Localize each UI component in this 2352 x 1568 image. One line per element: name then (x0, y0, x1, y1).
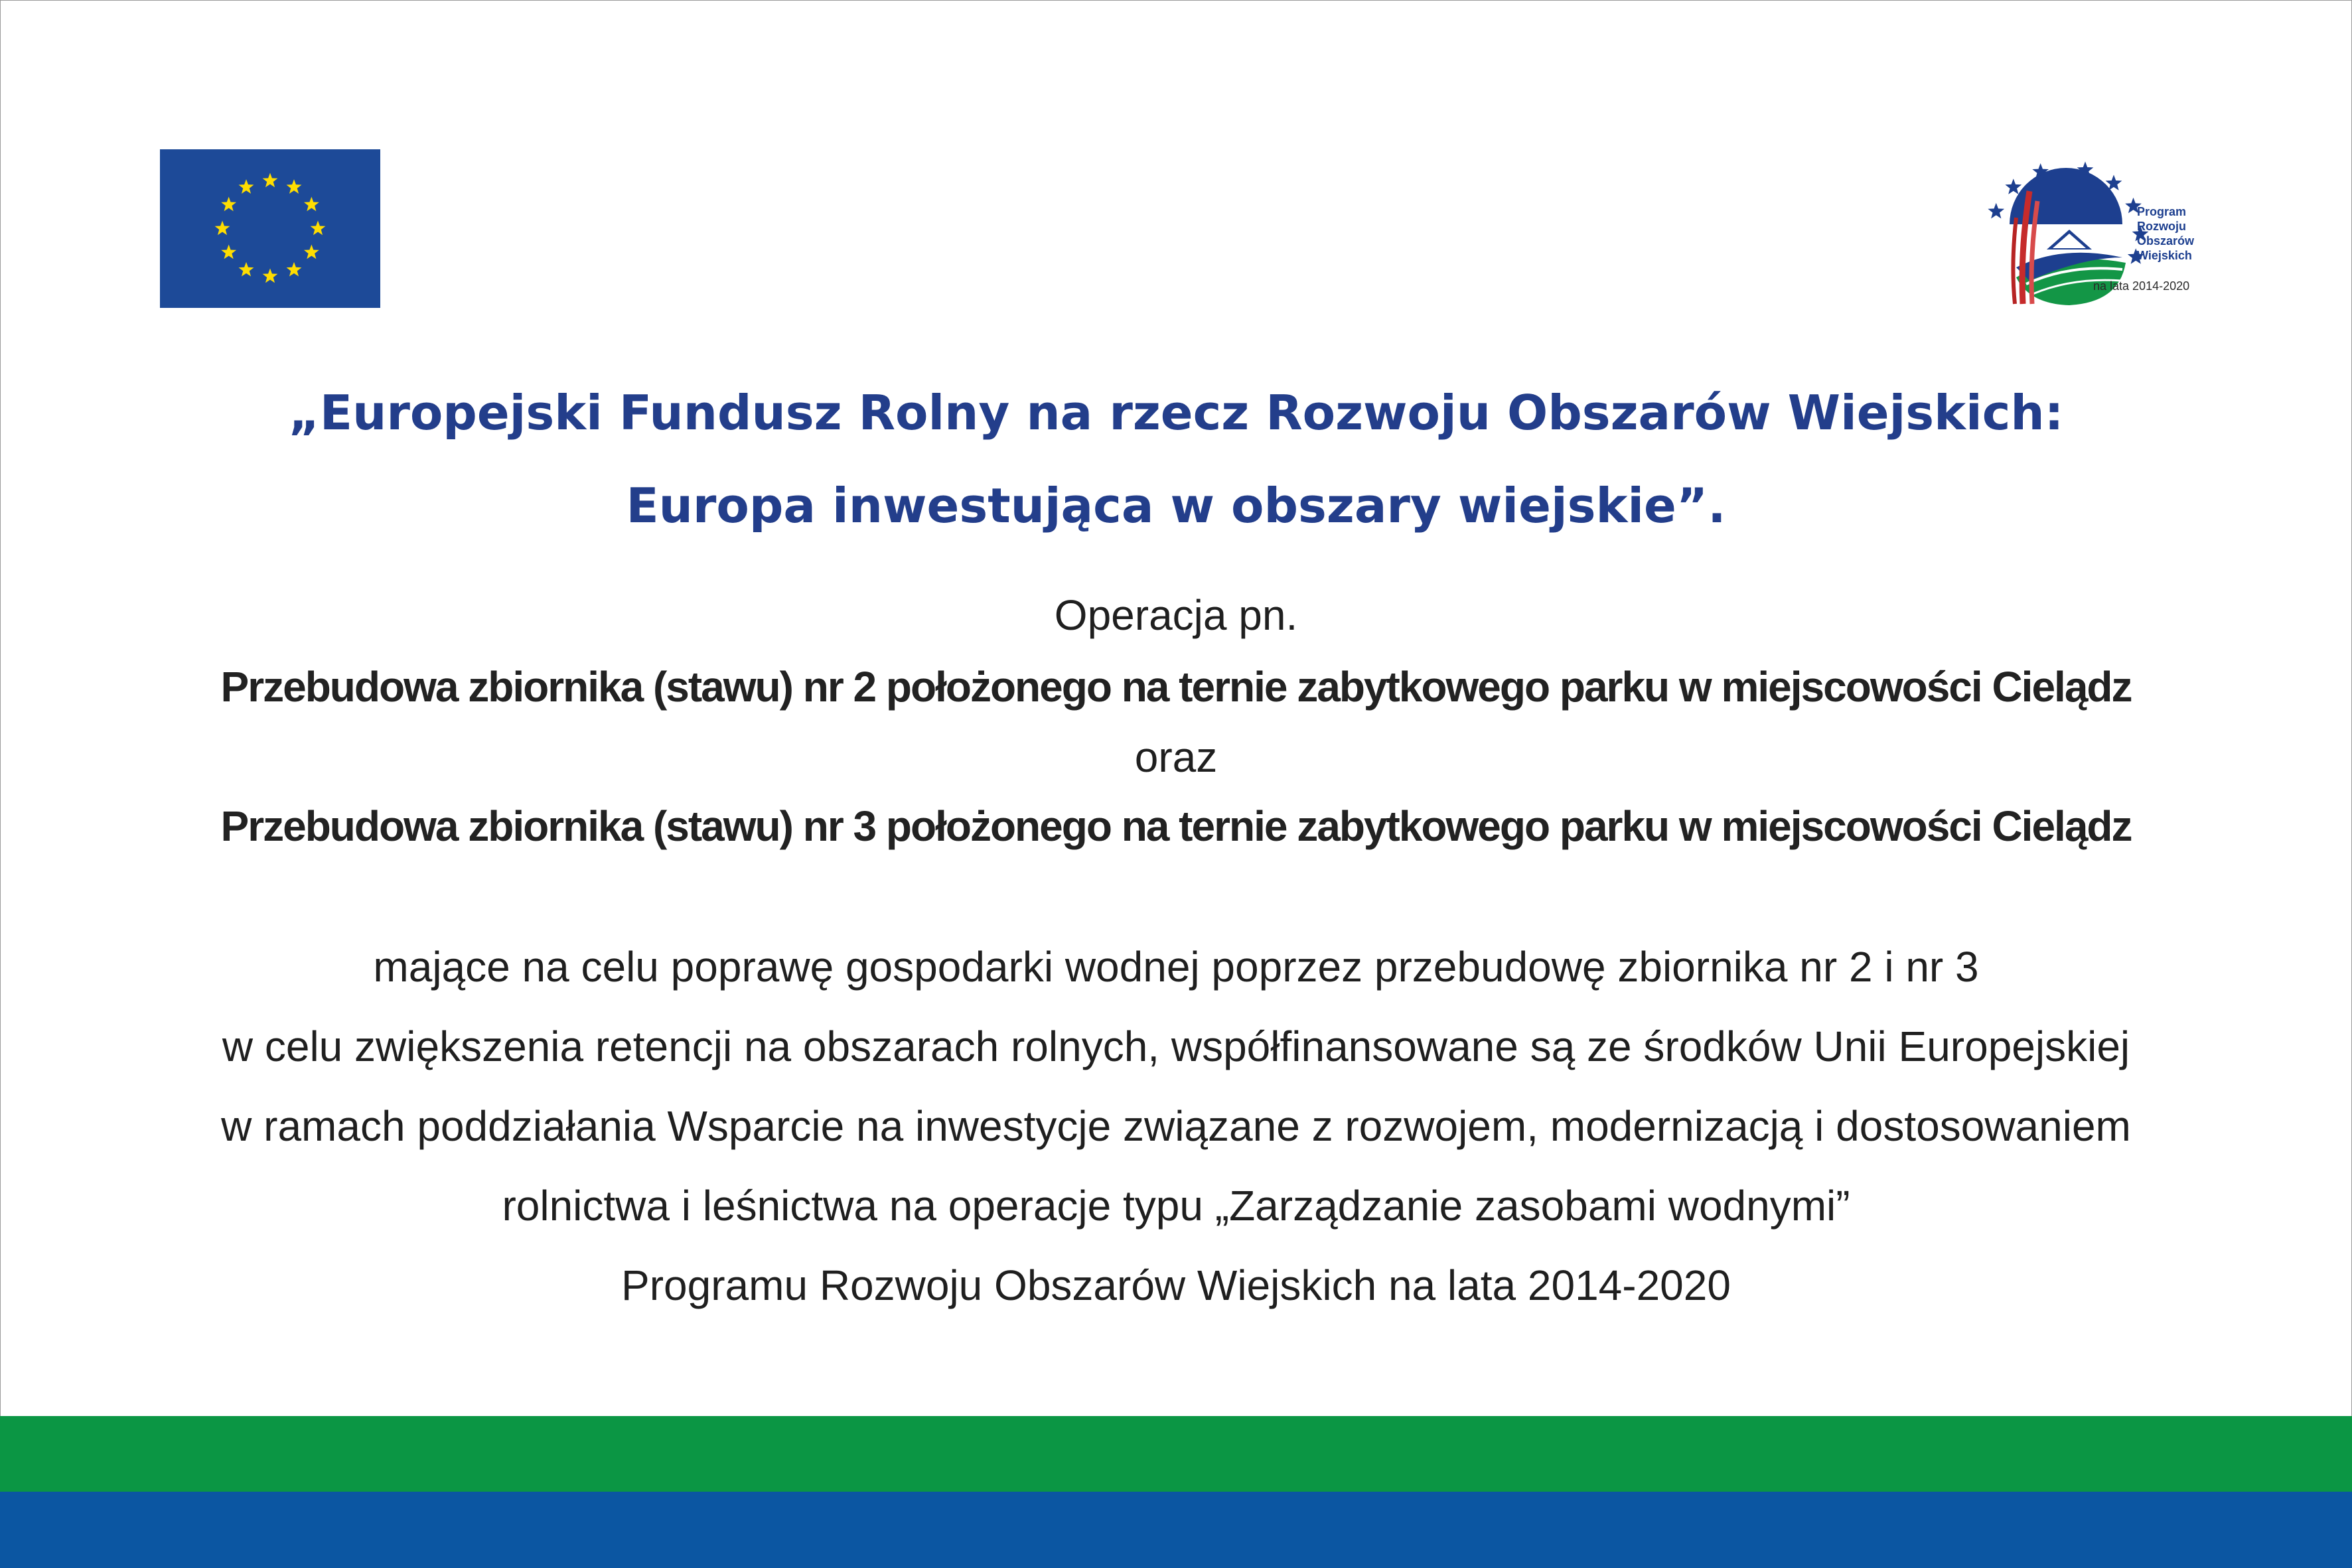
prow-star-icon (1988, 203, 2004, 219)
operation-title-1: Przebudowa zbiornika (stawu) nr 2 położonego na ternie zabytkowego parku w miejscowości Cielądz (220, 663, 2132, 711)
bottom-band-blue (0, 1492, 2352, 1568)
operation-intro: Operacja pn. (1054, 591, 1298, 639)
prow-text-line: Program (2137, 205, 2187, 218)
operation-connector: oraz (1134, 733, 1218, 781)
headline-line-1: „Europejski Fundusz Rolny na rzecz Rozwoju Obszarów Wiejskich: (288, 385, 2064, 441)
prow-logo-text (2137, 204, 2194, 263)
prow-text-line: Rozwoju (2137, 220, 2186, 233)
eu-flag-icon (160, 149, 380, 308)
bottom-band-green (0, 1416, 2352, 1492)
description-line: rolnictwa i leśnictwa na operacje typu „Zarządzanie zasobami wodnymi” (502, 1182, 1850, 1230)
headline-line-2: Europa inwestująca w obszary wiejskie”. (626, 478, 1726, 534)
prow-years-text: na lata 2014-2020 (2093, 279, 2190, 293)
operation-title-2: Przebudowa zbiornika (stawu) nr 3 położonego na ternie zabytkowego parku w miejscowości Cielądz (220, 802, 2132, 850)
description-line: mające na celu poprawę gospodarki wodnej poprzez przebudowę zbiornika nr 2 i nr 3 (373, 943, 1979, 991)
description-line: Programu Rozwoju Obszarów Wiejskich na lata 2014-2020 (621, 1261, 1731, 1309)
description-line: w celu zwiększenia retencji na obszarach rolnych, współfinansowane są ze środków Unii Europejskiej (222, 1023, 2130, 1070)
prow-text-line: Obszarów (2137, 234, 2195, 248)
description-line: w ramach poddziałania Wsparcie na inwestycje związane z rozwojem, modernizacją i dostosowaniem (221, 1102, 2131, 1150)
prow-text-line: Wiejskich (2137, 249, 2192, 262)
prow-star-icon (2005, 178, 2021, 194)
